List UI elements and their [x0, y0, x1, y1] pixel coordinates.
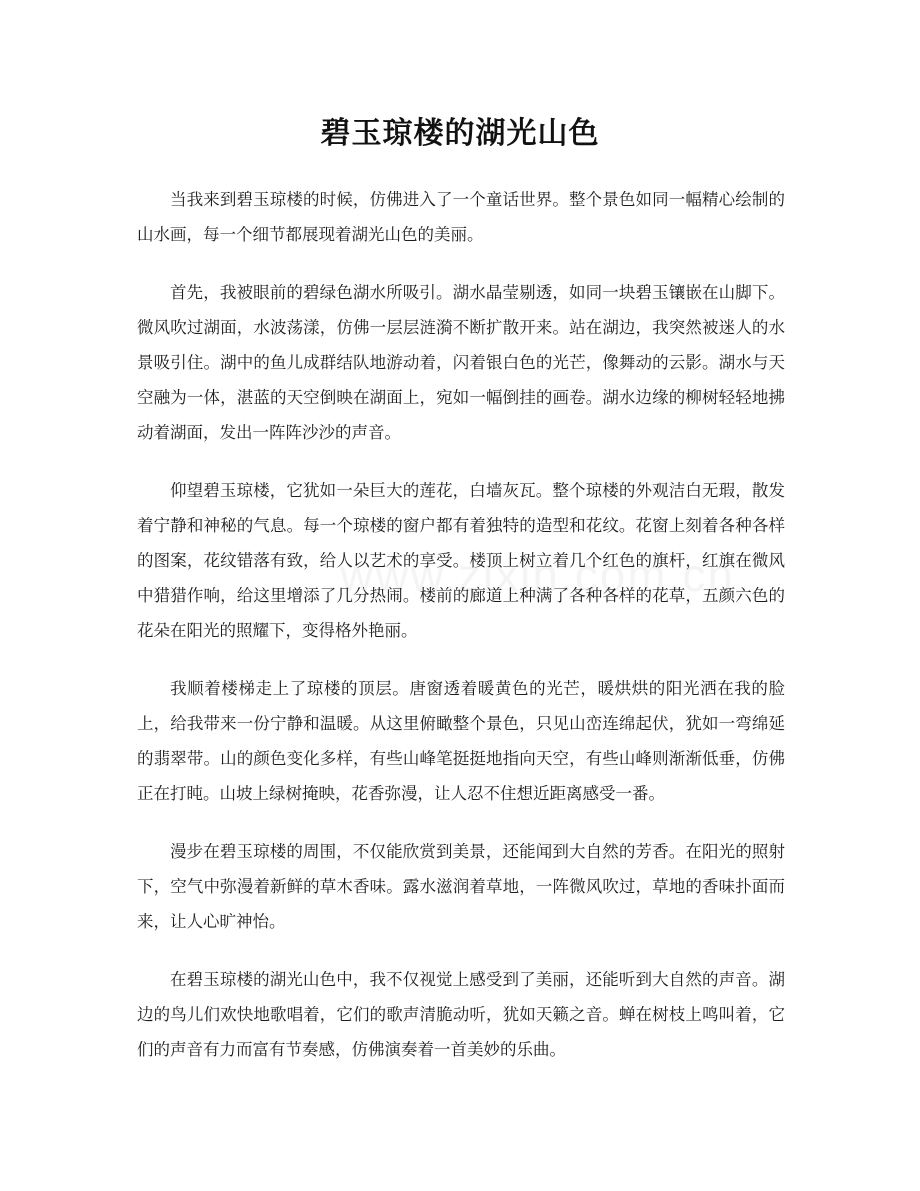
paragraph-6: 在碧玉琼楼的湖光山色中，我不仅视觉上感受到了美丽，还能听到大自然的声音。湖边的鸟儿们欢快地歌唱着，它们的歌声清脆动听，犹如天籁之音。蝉在树枝上鸣叫着，它们的声音有力而富有节奏感，仿佛演奏着一首美妙的乐曲。 [137, 970, 785, 1059]
paragraph-4: 我顺着楼梯走上了琼楼的顶层。唐窗透着暖黄色的光芒，暖烘烘的阳光洒在我的脸上，给我带来一份宁静和温暖。从这里俯瞰整个景色，只见山峦连绵起伏，犹如一弯绵延的翡翠带。山的颜色变化多样，有些山峰笔挺挺地指向天空，有些山峰则渐渐低垂，仿佛正在打盹。山坡上绿树掩映，花香弥漫，让人忍不住想近距离感受一番。 [137, 679, 785, 803]
document-title: 碧玉琼楼的湖光山色 [320, 116, 600, 151]
paragraph-5: 漫步在碧玉琼楼的周围，不仅能欣赏到美景，还能闻到大自然的芳香。在阳光的照射下，空气中弥漫着新鲜的草木香味。露水滋润着草地，一阵微风吹过，草地的香味扑面而来，让人心旷神怡。 [137, 842, 785, 931]
paragraph-1: 当我来到碧玉琼楼的时候，仿佛进入了一个童话世界。整个景色如同一幅精心绘制的山水画，每一个细节都展现着湖光山色的美丽。 [137, 190, 785, 244]
document-body [137, 182, 785, 1090]
paragraph-2: 首先，我被眼前的碧绿色湖水所吸引。湖水晶莹剔透，如同一块碧玉镶嵌在山脚下。微风吹过湖面，水波荡漾，仿佛一层层涟漪不断扩散开来。站在湖边，我突然被迷人的水景吸引住。湖中的鱼儿成群结队地游动着，闪着银白色的光芒，像舞动的云影。湖水与天空融为一体，湛蓝的天空倒映在湖面上，宛如一幅倒挂的画卷。湖水边缘的柳树轻轻地拂动着湖面，发出一阵阵沙沙的声音。 [137, 283, 785, 442]
paragraph-3: 仰望碧玉琼楼，它犹如一朵巨大的莲花，白墙灰瓦。整个琼楼的外观洁白无瑕，散发着宁静和神秘的气息。每一个琼楼的窗户都有着独特的造型和花纹。花窗上刻着各种各样的图案，花纹错落有致，给人以艺术的享受。楼顶上树立着几个红色的旗杆，红旗在微风中猎猎作响，给这里增添了几分热闹。楼前的廊道上种满了各种各样的花草，五颜六色的花朵在阳光的照耀下，变得格外艳丽。 [137, 481, 785, 640]
